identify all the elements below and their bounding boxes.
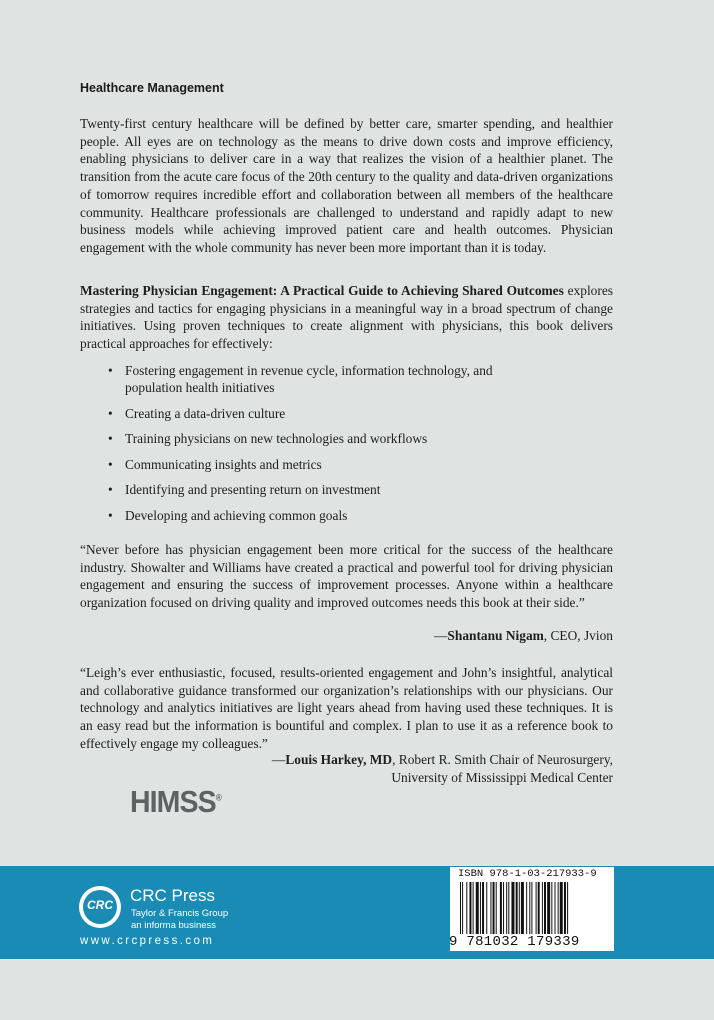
list-item: • Training physicians on new technologies and workflows (108, 430, 528, 447)
crc-logo-text: CRC (87, 898, 113, 912)
testimonial-1-attribution (434, 627, 613, 645)
list-item: • Developing and achieving common goals (108, 507, 528, 524)
list-item: • Creating a data-driven culture (108, 405, 528, 422)
list-item: • Communicating insights and metrics (108, 456, 528, 473)
testimonial-1: “Never before has physician engagement been more critical for the success of the healthcare industry. Showalter and Williams have created a practical and powerful tool for driving physician engagement and ensuring the success of improvement processes. Anyone within a healthcare organization focused on driving quality and improved outcomes needs this book at their side.” (80, 542, 613, 611)
himss-logo (130, 784, 222, 820)
category-heading: Healthcare Management (80, 81, 224, 95)
intro-paragraph: Twenty-first century healthcare will be defined by better care, smarter spending, and healthier people. All eyes are on technology as the means to drive down costs and improve efficiency, enabling physicians to deliver care in a way that realizes the vision of a healthier planet. The transition from the acute care focus of the 20th century to the quality and data-driven organizations of tomorrow requires incredible effort and collaboration between all members of the healthcare community. Healthcare professionals are challenged to understand and rapidly adapt to new business models while achieving improved patient care and health outcomes. Physician engagement with the whole community has never been more important than it is today. (80, 116, 613, 255)
book-description (80, 282, 613, 353)
book-description-text: explores strategies and tactics for engaging physicians in a meaningful way in a broad spectrum of change initiatives. Using proven techniques to create alignment with physicians, this book delivers practical approaches for effectively: (80, 283, 613, 352)
isbn-digits: 9 781032 179339 (449, 934, 580, 950)
attribution-affiliation: , CEO, Jvion (543, 628, 613, 643)
registered-mark: ® (215, 792, 222, 803)
list-item: • Identifying and presenting return on investment (108, 481, 528, 498)
publisher-subtitle (131, 908, 228, 931)
attribution-name: Shantanu Nigam (447, 628, 544, 643)
attribution-name: Louis Harkey, MD (285, 752, 393, 767)
publisher-business: an informa business (131, 919, 217, 931)
crc-logo-icon (79, 886, 121, 928)
testimonial-2-attribution (272, 751, 613, 786)
list-item: • Fostering engagement in revenue cycle, information technology, and population health initiatives (108, 362, 528, 396)
attribution-institution: University of Mississippi Medical Center (391, 769, 613, 785)
publisher-url[interactable]: www.crcpress.com (80, 935, 215, 947)
isbn-label: ISBN 978-1-03-217933-9 (458, 868, 597, 880)
publisher-group: Taylor & Francis Group (131, 908, 229, 919)
publisher-name: CRC Press (130, 886, 216, 905)
himss-logo-text: HIMSS (130, 784, 216, 819)
attribution-dash: — (434, 628, 448, 643)
attribution-affiliation: , Robert R. Smith Chair of Neurosurgery, (392, 752, 613, 767)
testimonial-2: “Leigh’s ever enthusiastic, focused, results-oriented engagement and John’s insightful, analytical and collaborative guidance transformed our organization’s relationships with our physicians. Our technology and analytics initiatives are light years ahead from having used these techniques. It is an easy read but the information is bountiful and complex. I plan to use it as a reference book to effectively engage my colleagues.” (80, 665, 613, 751)
feature-list (108, 362, 528, 532)
attribution-dash: — (271, 752, 286, 767)
book-title: Mastering Physician Engagement: A Practical Guide to Achieving Shared Outcomes (80, 283, 564, 298)
barcode-icon (458, 882, 612, 934)
